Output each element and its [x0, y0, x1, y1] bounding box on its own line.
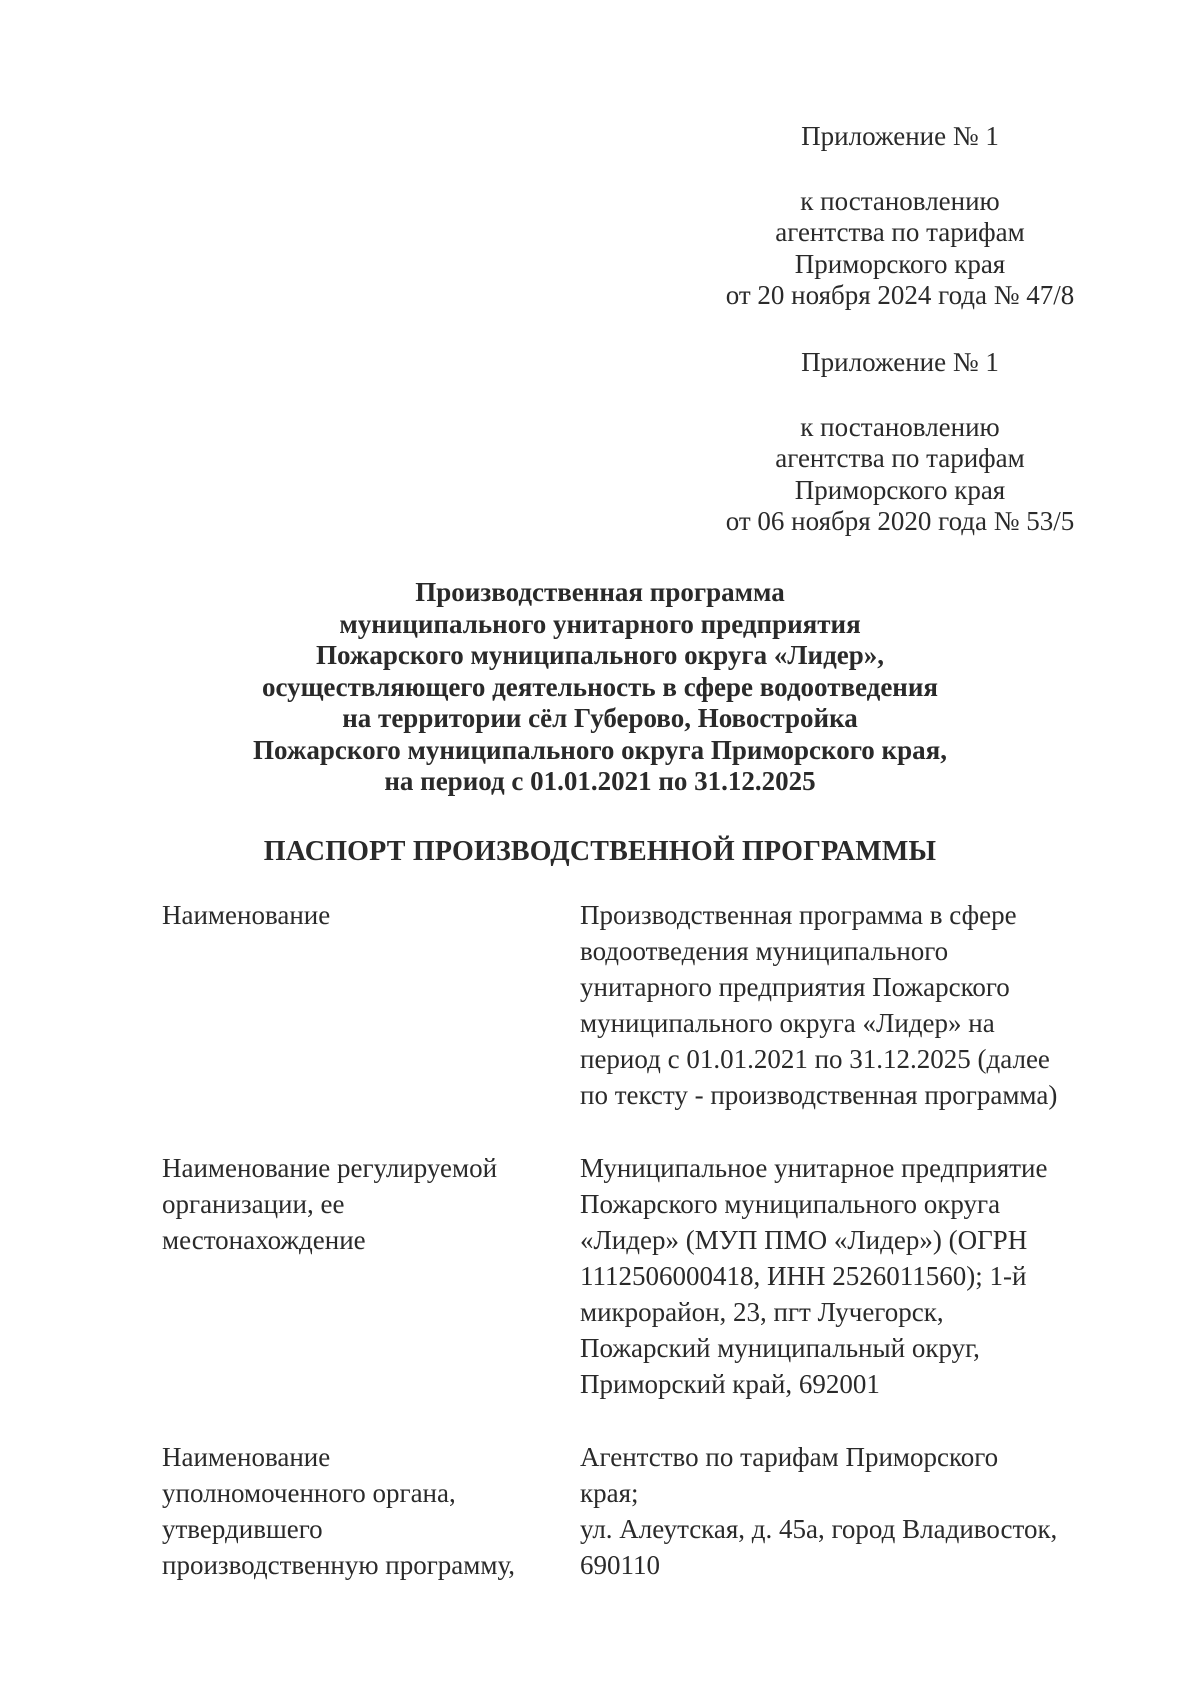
passport-value-line: Агентство по тарифам Приморского: [580, 1442, 999, 1472]
passport-value: [580, 1439, 1100, 1583]
annex-basis-line: Приморского края: [794, 474, 1006, 505]
program-title-line: Производственная программа: [415, 577, 785, 607]
passport-value-line: Приморский край, 692001: [580, 1369, 880, 1399]
program-title-line: осуществляющего деятельность в сфере водоотведения: [261, 671, 939, 702]
passport-value-line: Муниципальное унитарное предприятие: [580, 1153, 1048, 1183]
passport-value-line: «Лидер» (МУП ПМО «Лидер») (ОГРН: [580, 1225, 1028, 1255]
program-title-line: на период с 01.01.2021 по 31.12.2025: [384, 766, 816, 796]
passport-label-line: Наименование: [162, 900, 331, 930]
passport-label-line: утвердившего: [162, 1514, 323, 1544]
passport-value-line: Пожарский муниципальный округ,: [580, 1333, 980, 1363]
annex-number: Приложение № 1: [801, 121, 999, 151]
passport-value-line: 690110: [580, 1550, 660, 1580]
passport-value-line: ул. Алеутская, д. 45а, город Владивосток,: [580, 1514, 1058, 1544]
annex-number: Приложение № 1: [801, 347, 999, 377]
annex-basis-line: от 20 ноября 2024 года № 47/8: [725, 280, 1075, 310]
annex-basis-line: агентства по тарифам: [775, 217, 1025, 247]
annex-basis-line: Приморского края: [794, 248, 1006, 279]
passport-label: [162, 1439, 580, 1583]
passport-label-line: производственную программу,: [162, 1550, 515, 1580]
passport-value-line: унитарного предприятия Пожарского: [580, 972, 1010, 1002]
passport-value-line: период с 01.01.2021 по 31.12.2025 (далее: [580, 1044, 1050, 1074]
passport-label-line: организации, ее: [162, 1189, 345, 1219]
annex-block-2020: [660, 347, 1140, 538]
passport-value-line: Производственная программа в сфере: [580, 900, 1017, 930]
passport-value-line: по тексту - производственная программа): [580, 1080, 1058, 1110]
passport-label-line: местонахождение: [162, 1225, 366, 1255]
passport-label: [162, 1150, 580, 1402]
passport-value: [580, 1150, 1100, 1402]
passport-heading: ПАСПОРТ ПРОИЗВОДСТВЕННОЙ ПРОГРАММЫ: [263, 836, 937, 867]
passport-row-organization: [162, 1150, 1102, 1402]
passport-label-line: Наименование регулируемой: [162, 1153, 498, 1183]
annex-basis: [660, 186, 1140, 312]
passport-row-authority: [162, 1439, 1102, 1583]
passport-value-line: водоотведения муниципального: [580, 936, 949, 966]
program-title-line: муниципального унитарного предприятия: [339, 608, 861, 639]
passport-value-line: края;: [580, 1478, 639, 1508]
passport-value: [580, 897, 1100, 1113]
annex-basis-line: к постановлению: [800, 185, 1000, 216]
annex-basis-line: от 06 ноября 2020 года № 53/5: [725, 506, 1075, 536]
annex-block-2024: [660, 121, 1140, 312]
passport-value-line: муниципального округа «Лидер» на: [580, 1008, 995, 1038]
program-title-line: на территории сёл Губерово, Новостройка: [342, 703, 858, 733]
annex-basis-line: к постановлению: [800, 411, 1000, 442]
annex-basis: [660, 412, 1140, 538]
passport-row-name: [162, 897, 1102, 1113]
passport-table: [162, 897, 1102, 1620]
annex-basis-line: агентства по тарифам: [775, 443, 1025, 473]
passport-value-line: Пожарского муниципального округа: [580, 1189, 1001, 1219]
passport-label: [162, 897, 580, 1113]
program-title-line: Пожарского муниципального округа «Лидер»,: [316, 640, 884, 670]
passport-label-line: Наименование: [162, 1442, 331, 1472]
program-title-line: Пожарского муниципального округа Приморского края,: [253, 734, 947, 765]
program-title: [0, 577, 1200, 798]
passport-label-line: уполномоченного органа,: [162, 1478, 456, 1508]
passport-value-line: микрорайон, 23, пгт Лучегорск,: [580, 1297, 944, 1327]
passport-value-line: 1112506000418, ИНН 2526011560); 1-й: [580, 1261, 1027, 1291]
